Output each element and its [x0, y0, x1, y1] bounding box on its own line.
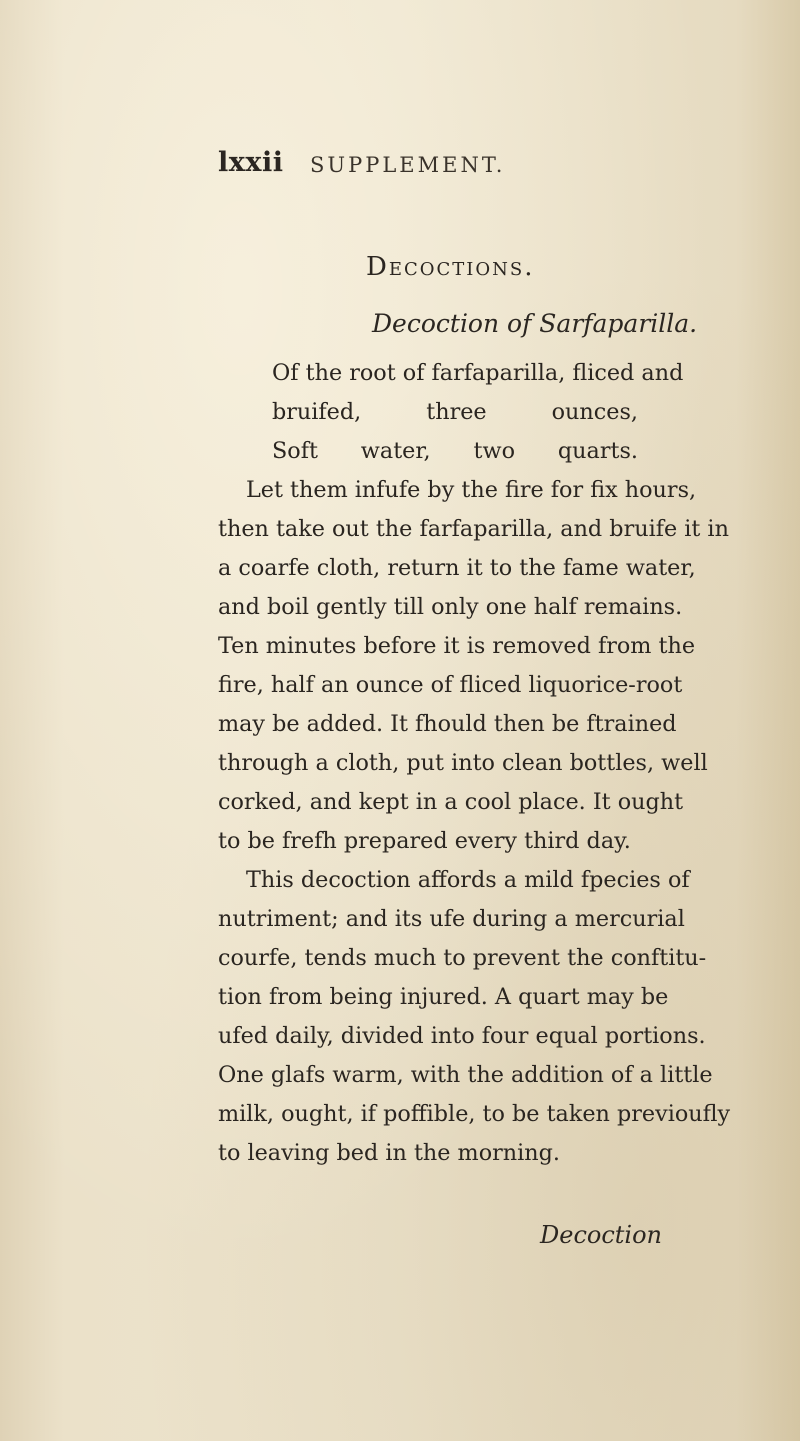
page-header [218, 147, 638, 187]
recipe-body [218, 354, 731, 1173]
text-line: Let them infufe by the fire for fix hours, [246, 477, 697, 503]
text-line: nutriment; and its ufe during a mercurial [218, 906, 685, 932]
text-line: courfe, tends much to prevent the conftitu- [218, 945, 707, 971]
text-line: bruifed, three ounces, [272, 399, 638, 425]
text-line: Ten minutes before it is removed from the [218, 633, 696, 659]
text-line: Of the root of farfaparilla, fliced and [272, 360, 684, 386]
method-paragraph [218, 471, 729, 861]
ingredient-item [218, 354, 684, 432]
catchword: Decoction [540, 1221, 663, 1249]
running-head: SUPPLEMENT. [310, 153, 506, 177]
text-line: fire, half an ounce of fliced liquorice-root [218, 672, 683, 698]
text-line: This decoction affords a mild fpecies of [246, 867, 690, 893]
text-line: may be added. It fhould then be ftrained [218, 711, 677, 737]
text-line: a coarfe cloth, return it to the fame water, [218, 555, 696, 581]
recipe-title: Decoction of Sarfaparilla. [372, 309, 698, 338]
text-line: and boil gently till only one half remains. [218, 594, 683, 620]
usage-paragraph [218, 861, 731, 1173]
text-line: One glafs warm, with the addition of a little [218, 1062, 713, 1088]
text-line: then take out the farfaparilla, and bruife it in [218, 516, 729, 542]
text-line: corked, and kept in a cool place. It ought [218, 789, 684, 815]
text-line: to be frefh prepared every third day. [218, 828, 631, 854]
section-title: Decoctions. [366, 252, 535, 282]
text-line: milk, ought, if poffible, to be taken previoufly [218, 1101, 731, 1127]
page-number: lxxii [218, 147, 284, 178]
text-line: through a cloth, put into clean bottles, well [218, 750, 708, 776]
text-line: to leaving bed in the morning. [218, 1140, 560, 1166]
text-line: ufed daily, divided into four equal portions. [218, 1023, 706, 1049]
text-line: tion from being injured. A quart may be [218, 984, 669, 1010]
ingredient-item [218, 432, 638, 471]
text-line: Soft water, two quarts. [272, 438, 638, 464]
